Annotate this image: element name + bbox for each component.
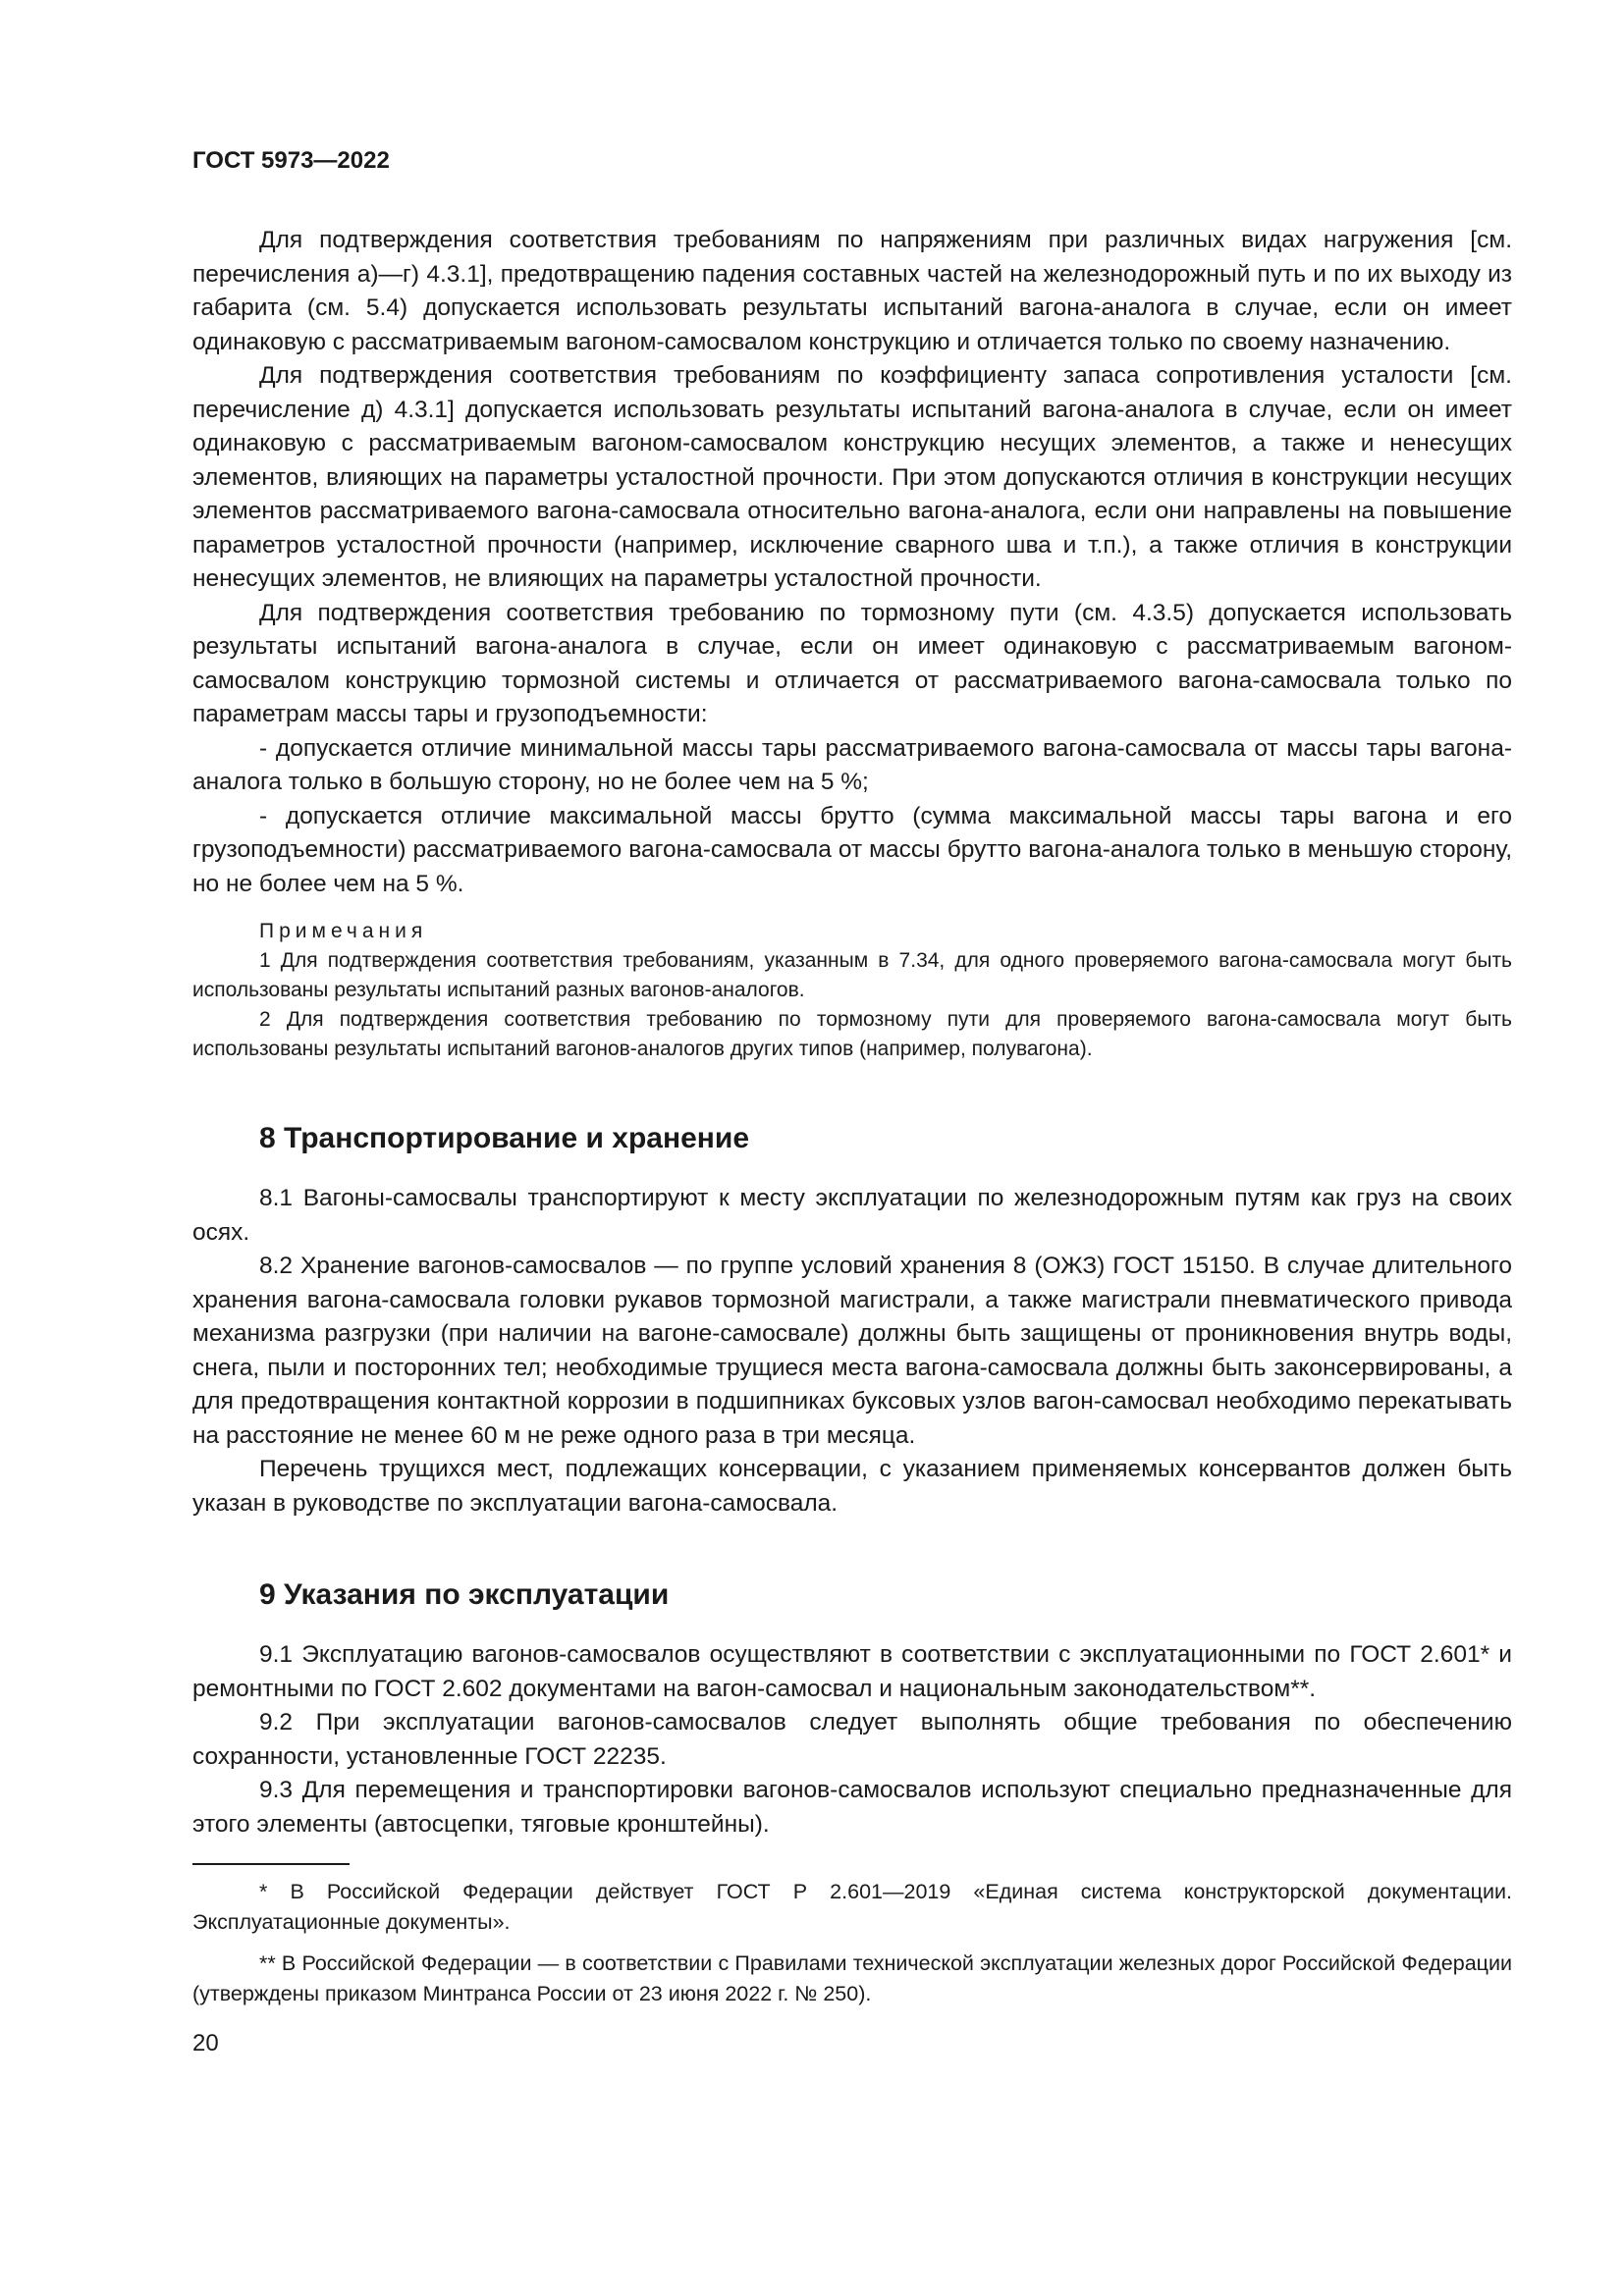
paragraph: 8.1 Вагоны-самосвалы транспортируют к месту эксплуатации по железнодорожным путям как груз на своих осях. — [192, 1185, 1512, 1246]
list-item: - допускается отличие максимальной массы брутто (сумма максимальной массы тары вагона и его грузоподъемности) рассматриваемого вагона-самосвала от массы брутто вагона-аналога только в меньшую сторону, но не более чем на 5 %. — [192, 802, 1512, 897]
document-page — [192, 147, 1512, 2057]
note-item: 2 Для подтверждения соответствия требованию по тормозному пути для проверяемого вагона-самосвала могут быть использованы результаты испытаний вагонов-аналогов других типов (например, полувагона). — [192, 1008, 1512, 1060]
paragraph: 9.1 Эксплуатацию вагонов-самосвалов осуществляют в соответствии с эксплуатационными по ГОСТ 2.601* и ремонтными по ГОСТ 2.602 документами на вагон-самосвал и национальным законодательством**. — [192, 1641, 1512, 1702]
paragraph: 8.2 Хранение вагонов-самосвалов — по группе условий хранения 8 (ОЖЗ) ГОСТ 15150. В случае длительного хранения вагона-самосвала головки рукавов тормозной магистрали, а также магистрали пневматического привода механизма разгрузки (при наличии на вагоне-самосвале) должны быть защищены от проникновения внутрь воды, снега, пыли и посторонних тел; необходимые трущиеся места вагона-самосвала должны быть законсервированы, а для предотвращения контактной коррозии в подшипниках буксовых узлов вагон-самосвал необходимо перекатывать на расстояние не менее 60 м не реже одного раза в три месяца. — [192, 1253, 1512, 1449]
paragraph: Для подтверждения соответствия требованиям по напряжениям при различных видах нагружения [см. перечисления а)—г) 4.3.1], предотвращению падения составных частей на железнодорожный путь и по их выходу из габарита (см. 5.4) допускается использовать результаты испытаний вагона-аналога в случае, если он имеет одинаковую с рассматриваемым вагоном-самосвалом конструкцию и отличается только по своему назначению. — [192, 227, 1512, 355]
page-number: 20 — [192, 2030, 219, 2056]
footnote: * В Российской Федерации действует ГОСТ Р 2.601—2019 «Единая система конструкторской документации. Эксплуатационные документы». — [192, 1880, 1512, 1934]
paragraph: Для подтверждения соответствия требованиям по коэффициенту запаса сопротивления усталости [см. перечисление д) 4.3.1] допускается использовать результаты испытаний вагона-аналога в случае, если он имеет одинаковую с рассматриваемым вагоном-самосвалом конструкцию несущих элементов, а также и ненесущих элементов, влияющих на параметры усталостной прочности. При этом допускаются отличия в конструкции несущих элементов рассматриваемого вагона-самосвала относительно вагона-аналога, если они направлены на повышение параметров усталостной прочности (например, исключение сварного шва и т.п.), а также отличия в конструкции ненесущих элементов, не влияющих на параметры усталостной прочности. — [192, 362, 1512, 592]
paragraph: 9.2 При эксплуатации вагонов-самосвалов следует выполнять общие требования по обеспечению сохранности, установленные ГОСТ 22235. — [192, 1709, 1512, 1770]
list-item: - допускается отличие минимальной массы тары рассматриваемого вагона-самосвала от массы тары вагона-аналога только в большую сторону, но не более чем на 5 %; — [192, 734, 1512, 795]
paragraph: 9.3 Для перемещения и транспортировки вагонов-самосвалов используют специально предназначенные для этого элементы (автосцепки, тяговые кронштейны). — [192, 1777, 1512, 1838]
paragraph: Перечень трущихся мест, подлежащих консервации, с указанием применяемых консервантов должен быть указан в руководстве по эксплуатации вагона-самосвала. — [192, 1456, 1512, 1517]
document-header: ГОСТ 5973—2022 — [192, 147, 390, 174]
section-heading-9: 9 Указания по эксплуатации — [259, 1578, 670, 1611]
paragraph: Для подтверждения соответствия требованию по тормозному пути (см. 4.3.5) допускается использовать результаты испытаний вагона-аналога в случае, если он имеет одинаковую с рассматриваемым вагоном-самосвалом конструкцию тормозной системы и отличается от рассматриваемого вагона-самосвала только по параметрам массы тары и грузоподъемности: — [192, 599, 1512, 727]
note-item: 1 Для подтверждения соответствия требованиям, указанным в 7.34, для одного проверяемого вагона-самосвала могут быть использованы результаты испытаний разных вагонов-аналогов. — [192, 949, 1512, 1001]
footnote-divider — [192, 1863, 350, 1865]
footnote: ** В Российской Федерации — в соответствии с Правилами технической эксплуатации железных дорог Российской Федерации (утверждены приказом Минтранса России от 23 июня 2022 г. № 250). — [192, 1951, 1512, 2005]
section-heading-8: 8 Транспортирование и хранение — [259, 1122, 750, 1154]
notes-title: Примечания — [259, 920, 428, 942]
